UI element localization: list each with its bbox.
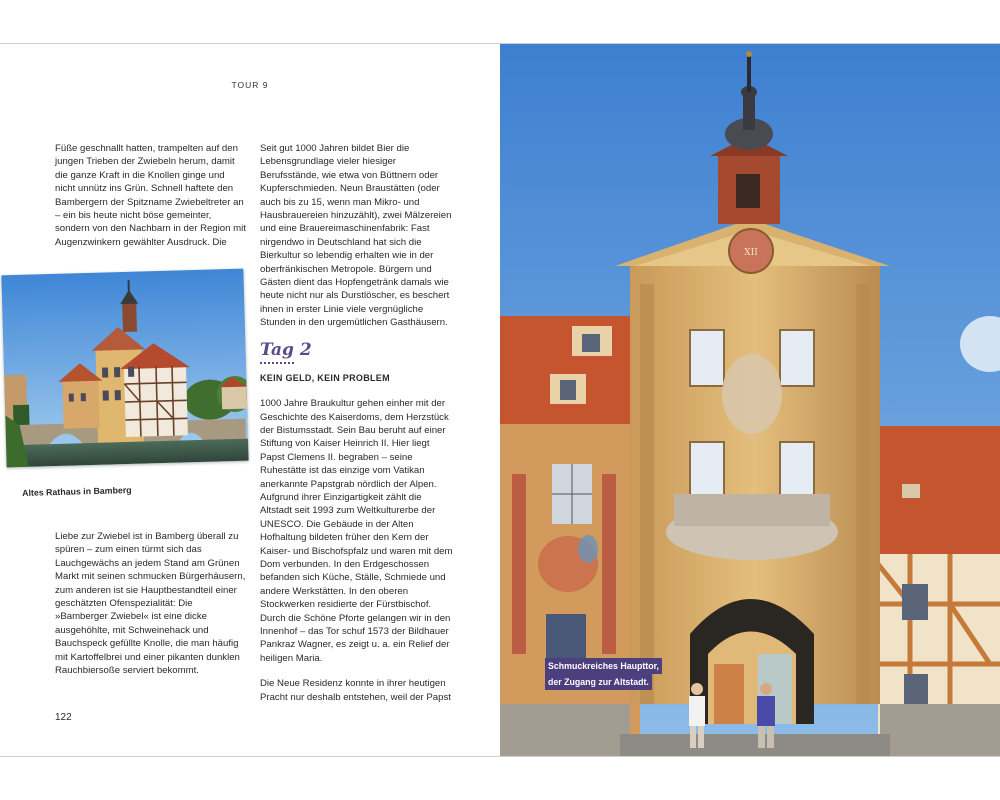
page-number: 122 bbox=[55, 712, 72, 723]
caption-altes-rathaus: Altes Rathaus in Bamberg bbox=[22, 484, 132, 498]
haupttor-illustration bbox=[500, 44, 1000, 756]
book-spread bbox=[0, 43, 1000, 757]
column-left-bottom bbox=[55, 530, 247, 677]
running-head: TOUR 9 bbox=[231, 80, 269, 90]
column-left-top bbox=[55, 142, 247, 249]
caption-haupttor-line1: Schmuckreiches Haupttor, bbox=[545, 658, 662, 674]
paragraph-bierkultur: Seit gut 1000 Jahren bildet Bier die Lebensgrundlage vieler hiesiger Berufsstände, wie etwa von Büttnern oder Kupferschmieden. Neun Braustätten (oder auch bis zu 15, wenn man Mikro- und Hausbrauereien hinzuzählt), zwei Mälzereien und eine Brauereimaschinenfabrik: Fast nirgendwo in Deutschland hat sich die Bierkultur so lebendig erhalten wie in der oberfränkischen Metropole. Bürgern und Gästen dient das Hopfengetränk damals wie heute nicht nur als Durstlöscher, es beschert ihnen in erster Linie viele vergnügliche Stunden in den urgemütlichen Gasthäusern. bbox=[260, 143, 452, 329]
paragraph-neue-residenz: Die Neue Residenz konnte in ihrer heutigen Pracht nur deshalb entstehen, weil der Papst bbox=[260, 678, 451, 703]
tag-divider bbox=[260, 362, 294, 364]
caption-haupttor bbox=[545, 658, 662, 690]
paragraph-zwiebeltreter: Füße geschnallt hatten, trampelten auf den jungen Trieben der Zwiebeln herum, damit die ganze Kraft in die Knollen ginge und nicht unnütz ins Grün. Schnell haftete den Bambergern der Spitzname Zwiebeltreter an – ein bis heute nicht böse gemeinter, sondern von den Nachbarn in der Region mit Augenzwinkern gewählter Ausdruck. Die bbox=[55, 143, 246, 248]
clock-numerals: XII bbox=[744, 248, 758, 258]
caption-haupttor-line2: der Zugang zur Altstadt. bbox=[545, 674, 652, 690]
paragraph-bamberger-zwiebel: Liebe zur Zwiebel ist in Bamberg überall zu spüren – zum einen türmt sich das Lauchgewächs an jedem Stand am Grünen Markt mit seinen schmucken Bürgerhäusern, zum anderen ist sie Hauptbestandteil einer geschätzten Ofenspezialität: Die »Bamberger Zwiebel« ist eine dicke ausgehöhlte, mit Schweinehack und Bauchspeck gefüllte Knolle, die man häufig mit Kartoffelbrei und einer pikanten dunklen Rauchbiersoße serviert bekommt. bbox=[55, 531, 246, 677]
left-page bbox=[0, 44, 500, 756]
photo-altes-rathaus bbox=[1, 269, 248, 468]
altes-rathaus-illustration bbox=[1, 269, 248, 468]
column-right bbox=[260, 142, 455, 704]
section-heading: KEIN GELD, KEIN PROBLEM bbox=[260, 372, 390, 383]
tag-label: Tag 2 bbox=[260, 339, 312, 360]
paragraph-kaiserdom: 1000 Jahre Braukultur gehen einher mit der Geschichte des Kaiserdoms, dem Herzstück der Bistumsstadt. Sein Bau beruht auf einer Stiftung von Kaiser Heinrich II. Hier liegt Papst Clemens II. begraben – seine Ruhestätte ist das einzige vom Vatikan anerkannte Papstgrab nördlich der Alpen. Aufgrund ihrer Einzigartigkeit zählt die Altstadt seit 1993 zum Weltkulturerbe der UNESCO. Die Gebäude in der Alten Hofhaltung bildeten früher den Kern der Kaiser- und Bischofspfalz und waren mit dem Dom verbunden. In den Erdgeschossen befanden sich Küche, Ställe, Schmiede und andere Werkstätten. In den oberen Stockwerken residierte der Fürstbischof. Durch die Schöne Pforte gelangen wir in den Innenhof – das Tor schuf 1573 der Bildhauer Pankraz Wagner, es zeigt u. a. ein Relief der heiligen Maria. bbox=[260, 398, 453, 664]
right-page-photo bbox=[500, 44, 1000, 756]
